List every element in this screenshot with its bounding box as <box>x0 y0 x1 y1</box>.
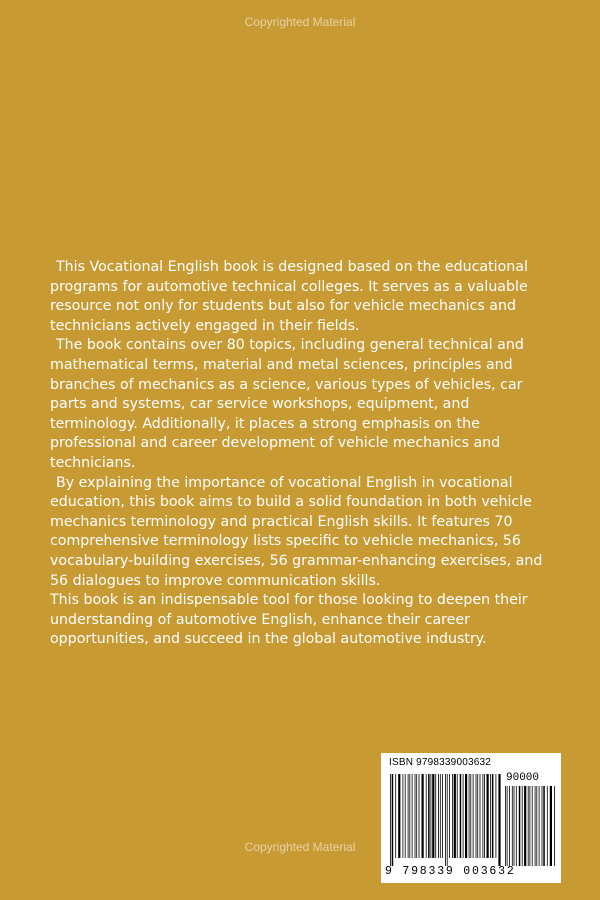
barcode-bar <box>543 786 545 866</box>
barcode-bar <box>519 786 521 866</box>
barcode-bar <box>516 786 517 866</box>
barcode-bar <box>535 786 536 866</box>
blurb-paragraph-4: This book is an indispensable tool for those looking to deepen their understanding of automotive English, enhance their career opportunities, and succeed in the global automotive industry. <box>50 592 528 648</box>
barcode-bar <box>509 786 510 866</box>
blurb-paragraph-2: The book contains over 80 topics, including general technical and mathematical terms, material and metal sciences, principles and branches of mechanics as a science, various types of vehicles, car parts and systems, car service workshops, equipment, and terminology. Additionally, it places a strong emphasis on the professional and career development of vehicle mechanics and technicians. <box>50 337 524 471</box>
barcode-bar <box>547 786 548 866</box>
barcode-bar <box>522 786 523 866</box>
barcode-bar <box>532 786 533 866</box>
barcode-bar <box>542 786 543 866</box>
blurb-paragraph-3: By explaining the importance of vocational English in vocational education, this book aims to build a solid foundation in both vehicle mechanics terminology and practical English skills. It features 70 comprehensive terminology lists specific to vehicle mechanics, 56 vocabulary-building exercises, 56 grammar-enhancing exercises, and 56 dialogues to improve communication skills. <box>50 474 543 589</box>
barcode-bar <box>554 786 555 866</box>
barcode-bar <box>512 786 513 866</box>
barcode-bar <box>550 786 552 866</box>
barcode-digits: 9 798339 003632 <box>385 865 516 878</box>
back-cover-blurb <box>50 258 560 650</box>
barcode-bar <box>514 786 515 866</box>
barcode-bar <box>536 786 537 866</box>
barcode-bar <box>530 786 531 866</box>
barcode-bar <box>528 786 529 866</box>
isbn-barcode <box>381 753 561 883</box>
barcode-bar <box>507 786 508 866</box>
barcode-bar <box>539 786 540 866</box>
copyright-watermark-bottom: Copyrighted Material <box>244 840 356 854</box>
isbn-label: ISBN 9798339003632 <box>389 757 492 768</box>
barcode-bar <box>524 786 526 866</box>
copyright-watermark-top: Copyrighted Material <box>244 15 356 29</box>
barcode-bar <box>505 786 506 866</box>
blurb-paragraph-1: This Vocational English book is designed based on the educational programs for automotive technical colleges. It serves as a valuable resource not only for students but also for vehicle mechanics and technicians actively engaged in their fields. <box>50 259 528 334</box>
price-addon-code: 90000 <box>506 772 540 784</box>
addon-barcode-bars <box>504 786 556 866</box>
